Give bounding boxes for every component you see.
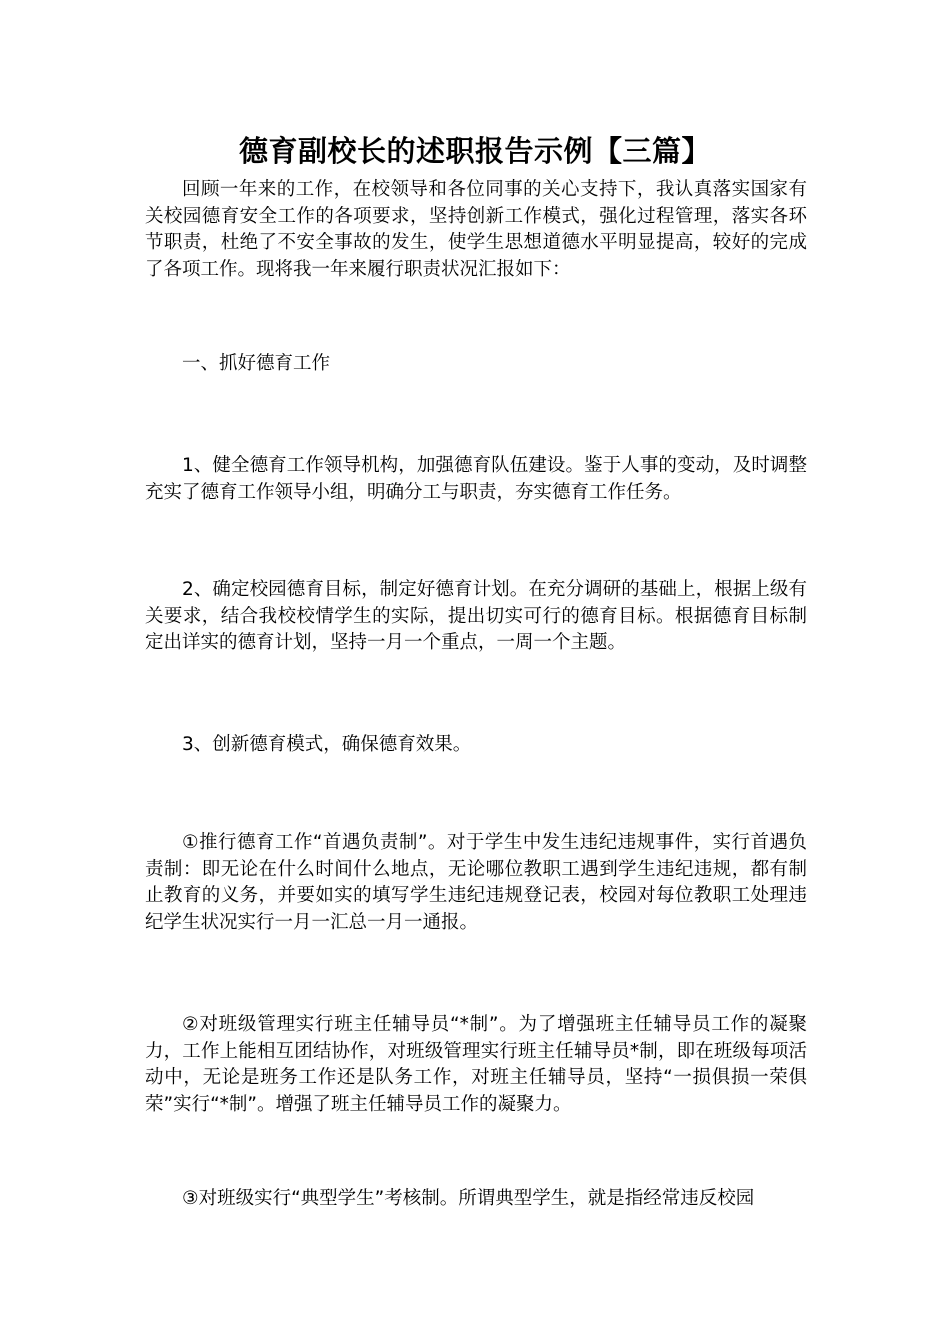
intro-paragraph: 回顾一年来的工作，在校领导和各位同事的关心支持下，我认真落实国家有关校园德育安全工作的各项要求，坚持创新工作模式，强化过程管理，落实各环节职责，杜绝了不安全事故的发生，使学生思想道德水平明显提高，较好的完成了各项工作。现将我一年来履行职责状况汇报如下： <box>145 179 807 280</box>
paragraph-sub-1: ①推行德育工作“首遇负责制”。对于学生中发生违纪违规事件，实行首遇负责制：即无论在什么时间什么地点，无论哪位教职工遇到学生违纪违规，都有制止教育的义务，并要如实的填写学生违纪违规登记表，校园对每位教职工处理违纪学生状况实行一月一汇总一月一通报。 <box>145 832 807 933</box>
paragraph-item-1: 1、健全德育工作领导机构，加强德育队伍建设。鉴于人事的变动，及时调整充实了德育工作领导小组，明确分工与职责，夯实德育工作任务。 <box>145 455 807 503</box>
section-heading-moral-education: 一、抓好德育工作 <box>182 353 331 374</box>
paragraph-sub-2: ②对班级管理实行班主任辅导员“*制”。为了增强班主任辅导员工作的凝聚力，工作上能相互团结协作，对班级管理实行班主任辅导员*制，即在班级每项活动中，无论是班务工作还是队务工作，对班主任辅导员，坚持“一损俱损一荣俱荣”实行“*制”。增强了班主任辅导员工作的凝聚力。 <box>145 1014 807 1115</box>
paragraph-item-2: 2、确定校园德育目标，制定好德育计划。在充分调研的基础上，根据上级有关要求，结合我校校情学生的实际，提出切实可行的德育目标。根据德育目标制定出详实的德育计划，坚持一月一个重点，一周一个主题。 <box>145 579 807 653</box>
paragraph-item-3: 3、创新德育模式，确保德育效果。 <box>182 734 472 755</box>
paragraph-sub-3: ③对班级实行“典型学生”考核制。所谓典型学生，就是指经常违反校园 <box>182 1188 755 1209</box>
document-title: 德育副校长的述职报告示例【三篇】 <box>238 134 711 168</box>
